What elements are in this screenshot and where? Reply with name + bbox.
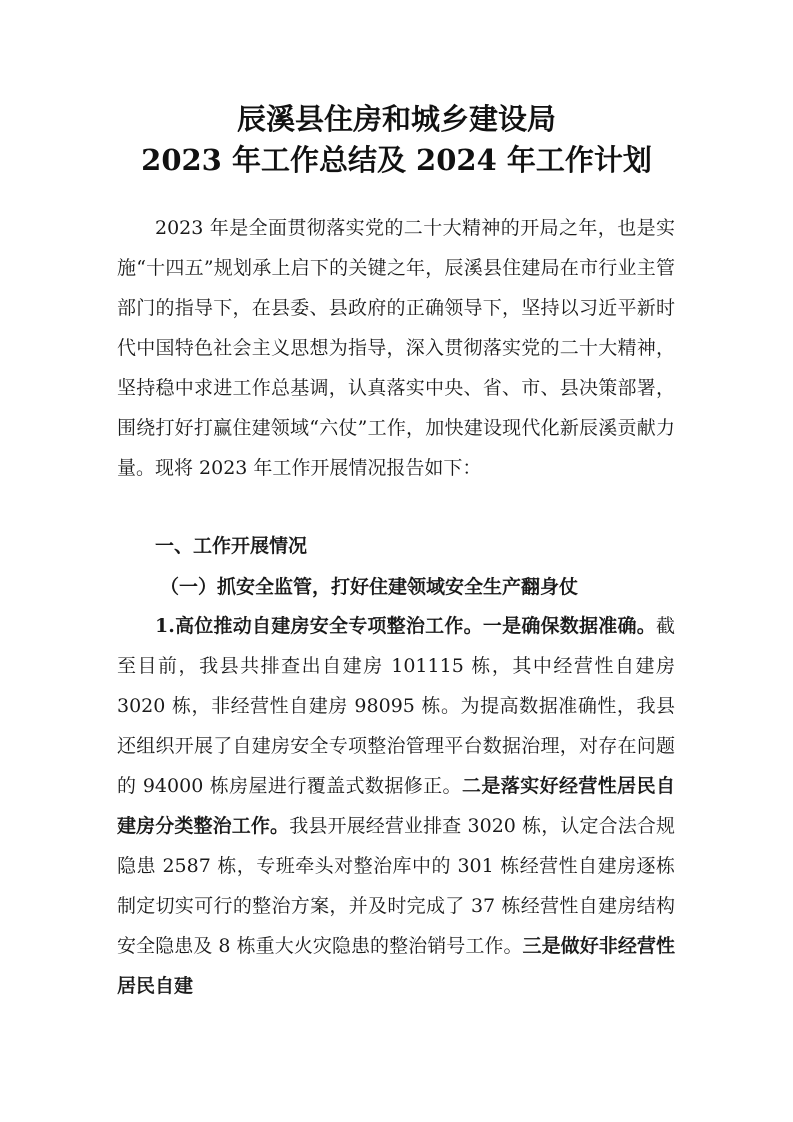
item1-body1: 截至目前，我县共排查出自建房 101115 栋，其中经营性自建房 3020 栋，非经营性自建房 98095 栋。为提高数据准确性，我县还组织开展了自建房安全专项整治管理平台数据治理，对存在问题的 94000 栋房屋进行覆盖式数据修正。 (117, 615, 675, 797)
intro-paragraph (117, 208, 675, 488)
section-heading (117, 526, 675, 566)
section1-heading: 一、工作开展情况 (155, 535, 308, 557)
subsection-heading (160, 567, 680, 607)
subsection1-heading: （一）抓安全监管，打好住建领域安全生产翻身仗 (160, 576, 579, 598)
document-title-line1: 辰溪县住房和城乡建设局 (236, 102, 556, 136)
item1-lead2: 二是落实好经营性居民自建房分类整治工作。 (117, 775, 675, 837)
item1-lead3: 三是做好非经营性居民自建 (117, 935, 675, 997)
item1-body2: 我县开展经营业排查 3020 栋，认定合法合规隐患 2587 栋，专班牵头对整治库中的 301 栋经营性自建房逐栋制定切实可行的整治方案，并及时完成了 37 栋经营性自建房结构安全隐患及 8 栋重大火灾隐患的整治销号工作。 (117, 815, 675, 957)
item1-text (117, 606, 675, 1006)
item1-paragraph (117, 606, 675, 1006)
item1-lead: 1.高位推动自建房安全专项整治工作。一是确保数据准确。 (155, 615, 656, 637)
document-title-line2: 2023 年工作总结及 2024 年工作计划 (141, 143, 652, 177)
intro-text: 2023 年是全面贯彻落实党的二十大精神的开局之年，也是实施“十四五”规划承上启下的关键之年，辰溪县住建局在市行业主管部门的指导下，在县委、县政府的正确领导下，坚持以习近平新时代中国特色社会主义思想为指导，深入贯彻落实党的二十大精神，坚持稳中求进工作总基调，认真落实中央、省、市、县决策部署，围绕打好打赢住建领域“六仗”工作，加快建设现代化新辰溪贡献力量。现将 2023 年工作开展情况报告如下： (117, 217, 675, 479)
